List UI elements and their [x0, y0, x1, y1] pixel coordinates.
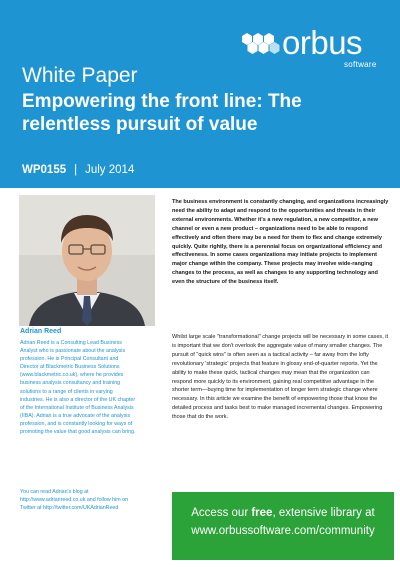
document-title: Empowering the front line: The relentless pursuit of value [22, 91, 302, 135]
brand-tagline: software [344, 60, 377, 69]
author-name: Adrian Reed [20, 328, 62, 335]
cta-text [172, 507, 394, 519]
body-paragraph: Whilst large scale "transformational" change projects will be necessary in some cases, it is important that we don't overlook the aggregate value of many smaller changes. The pursuit of "quick wins" is often seen as a tactical activity – far away from the lofty revolutionary 'strategic' projects that feature in glossy end-of-quarter reports. Yet the ability to make these quick, tactical changes may mean that the organization can respond more quickly to its environment, gaining real competitive advantage in the shorter term—buying time for implementation of longer term strategic change where necessary. In this article we examine the benefit of empowering those that know the detailed process and tasks best to make managed incremental changes. Empowering those that do the work. [172, 334, 389, 421]
cta-prefix: Access our [191, 507, 252, 519]
author-links: You can read Adrian's blog at http://www.adrianreed.co.uk and follow him on Twitter at http://twitter.com/UKAdrianReed [20, 489, 129, 512]
cta-suffix: , extensive library at [272, 507, 375, 519]
author-portrait-image [19, 195, 155, 326]
author-photo [19, 195, 155, 326]
brand-name: orbus [282, 24, 363, 61]
intro-paragraph: The business environment is constantly changing, and organizations increasingly need the ability to adapt and respond to the opportunities and threats in their external environments. Whether it's a new regulation, a new competitor, a new channel or even a new product – organizations need to be able to respond effectively and often there may be a need for them to flex and change extremely quickly. Quite rightly, there is a perennial focus on organizational efficiency and effectiveness. In some cases organizations may initiate projects to implement major change within the company. These projects may involve wide-ranging changes to the process, as well as changes to any supporting technology and even the structure of the business itself. [172, 199, 389, 286]
community-library-banner[interactable] [172, 492, 394, 560]
orbus-logo [236, 24, 396, 69]
hexagon-logo-icon [236, 28, 282, 58]
document-type: White Paper [22, 64, 138, 87]
header-banner [0, 0, 400, 188]
cta-emphasis: free [251, 507, 273, 519]
document-code: WP0155 [22, 164, 67, 176]
document-meta [22, 164, 134, 176]
document-date: July 2014 [85, 164, 135, 176]
community-url-link[interactable]: www.orbussoftware.com/community [191, 525, 375, 537]
author-bio: Adrian Reed is a Consulting Lead Business Analyst who is passionate about the analysis profession. He is Principal Consultant and Director at Blackmetric Business Solutions (www.blackmetric.co.uk), where he provides business analysis consultancy and training solutions to a range of clients in varying industries. He is also a director of the UK chapter of the International Institute of Business Analysis (IIBA). Adrian is a true advocate of the analysis profession, and is constantly looking for ways of promoting the value that good analysis can bring. [20, 340, 136, 436]
meta-separator: | [74, 164, 78, 176]
